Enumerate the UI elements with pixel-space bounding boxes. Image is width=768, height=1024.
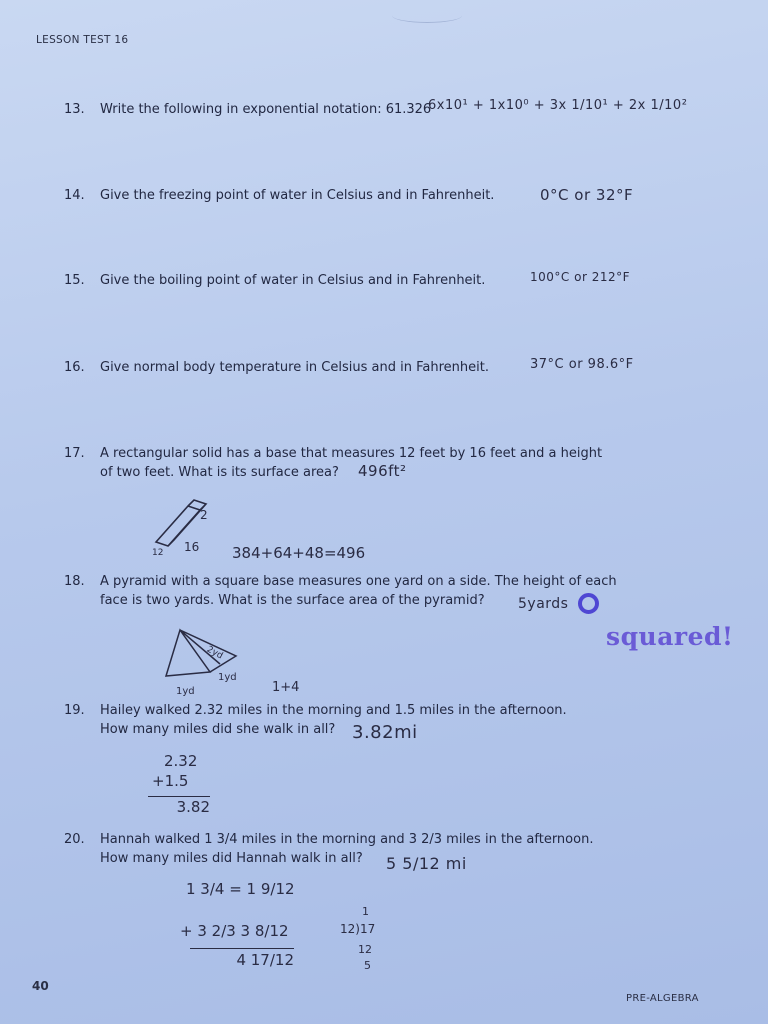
question-text: Give the boiling point of water in Celsius and in Fahrenheit. — [100, 273, 486, 288]
question-19 — [64, 701, 567, 739]
answer-13: 6x10¹ + 1x10⁰ + 3x 1/10¹ + 2x 1/10² — [428, 98, 688, 113]
question-text-line2: How many miles did she walk in all? — [100, 722, 336, 737]
question-text: A rectangular solid has a base that measures 12 feet by 16 feet and a height — [100, 446, 603, 461]
question-text: Give normal body temperature in Celsius and in Fahrenheit. — [100, 360, 489, 375]
question-number: 19. — [64, 703, 85, 718]
question-number: 18. — [64, 574, 85, 589]
work-20-line1: 1 3/4 = 1 9/12 — [186, 880, 295, 898]
work-18: 1+4 — [272, 680, 300, 695]
solid-width-label: 12 — [152, 548, 164, 558]
question-text-line2: How many miles did Hannah walk in all? — [100, 851, 363, 866]
pyramid-face-height-label: 2yd — [204, 644, 225, 662]
work-19-result: 3.82 — [148, 796, 210, 817]
question-text: A pyramid with a square base measures one yard on a side. The height of each — [100, 574, 617, 589]
solid-length-label: 16 — [184, 540, 200, 554]
question-number: 13. — [64, 102, 85, 117]
question-number: 20. — [64, 832, 85, 847]
answer-14: 0°C or 32°F — [540, 186, 634, 204]
question-number: 16. — [64, 360, 85, 375]
question-number: 17. — [64, 446, 85, 461]
book-title-footer: PRE-ALGEBRA — [626, 993, 699, 1004]
exponent-circle-mark — [578, 593, 599, 614]
work-19-line1: 2.32 — [164, 752, 198, 770]
question-13 — [64, 100, 431, 119]
question-number: 15. — [64, 273, 85, 288]
answer-16: 37°C or 98.6°F — [530, 357, 634, 372]
answer-18: 5yards — [518, 596, 569, 612]
answer-19: 3.82mi — [352, 722, 418, 743]
lesson-header: LESSON TEST 16 — [36, 34, 129, 46]
question-text: Hailey walked 2.32 miles in the morning and 1.5 miles in the afternoon. — [100, 703, 567, 718]
question-17 — [64, 444, 602, 482]
question-text-line2: face is two yards. What is the surface area of the pyramid? — [100, 593, 485, 608]
paper-fold-mark — [392, 8, 462, 23]
answer-17: 496ft² — [358, 462, 407, 480]
division-quotient: 1 — [362, 905, 369, 918]
question-15 — [64, 271, 485, 290]
pyramid-side-label: 1yd — [218, 672, 237, 683]
question-text: Write the following in exponential notation: 61.326 — [100, 102, 432, 117]
work-17: 384+64+48=496 — [232, 544, 366, 562]
division-dividend: 12)17 — [340, 922, 376, 936]
question-20 — [64, 830, 593, 868]
work-20-line2: + 3 2/3 3 8/12 — [180, 922, 289, 940]
division-remainder: 5 — [364, 959, 371, 972]
solid-height-label: 2 — [200, 508, 208, 522]
answer-20: 5 5/12 mi — [386, 854, 467, 873]
question-text: Hannah walked 1 3/4 miles in the morning and 3 2/3 miles in the afternoon. — [100, 832, 594, 847]
answer-15: 100°C or 212°F — [530, 270, 630, 284]
page-number: 40 — [32, 979, 49, 993]
work-19-line2: +1.5 — [152, 772, 189, 790]
division-subtract: 12 — [358, 943, 372, 956]
question-16 — [64, 358, 489, 377]
question-text: Give the freezing point of water in Celsius and in Fahrenheit. — [100, 188, 495, 203]
question-text-line2: of two feet. What is its surface area? — [100, 465, 339, 480]
pyramid-base-label: 1yd — [176, 686, 195, 697]
work-20-result: 4 17/12 — [190, 948, 294, 970]
question-14 — [64, 186, 494, 205]
teacher-annotation: squared! — [606, 622, 734, 651]
question-number: 14. — [64, 188, 85, 203]
